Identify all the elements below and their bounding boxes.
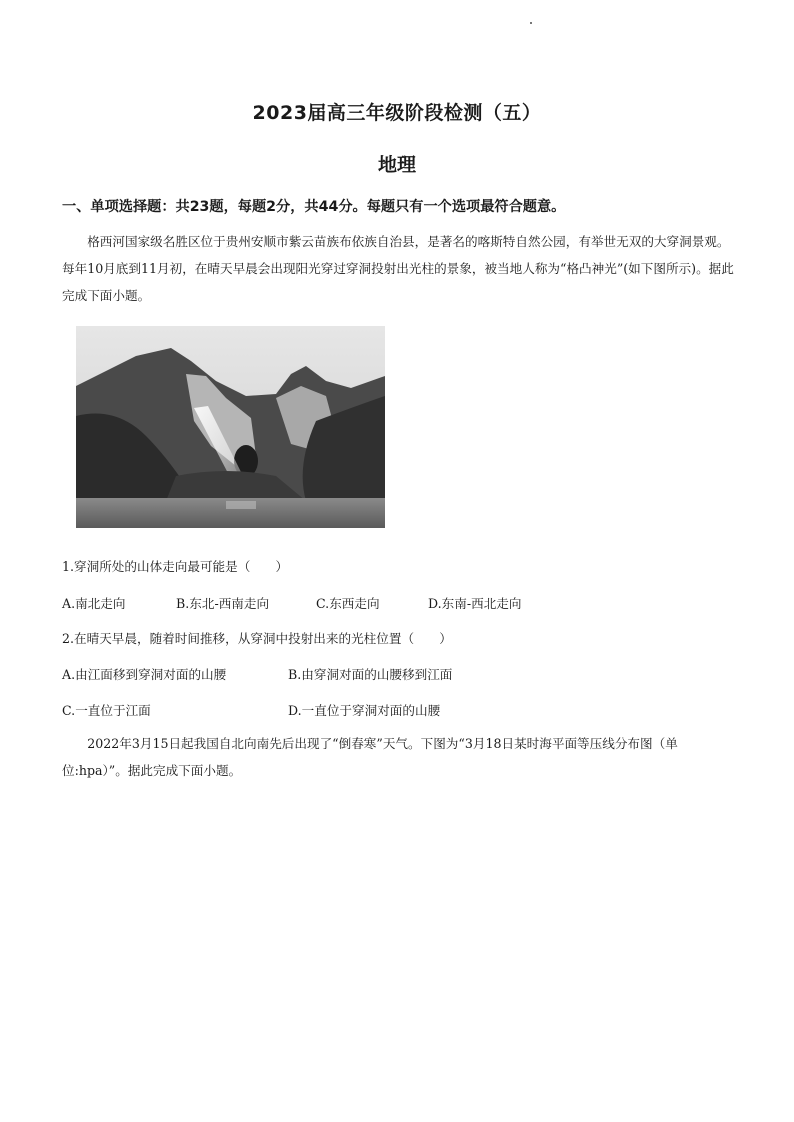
question-1-option-d[interactable]: D.东南-西北走向 [428, 596, 522, 611]
subject-title: 地理 [377, 154, 416, 176]
question-1-option-b[interactable]: B.东北-西南走向 [176, 596, 270, 611]
question-1-option-c[interactable]: C.东西走向 [316, 596, 380, 611]
question-2-option-b[interactable]: B.由穿洞对面的山腰移到江面 [288, 667, 453, 682]
question-1-stem: 1.穿洞所处的山体走向最可能是（ ） [62, 559, 289, 574]
scan-speck [530, 22, 532, 24]
question-2-option-a[interactable]: A.由江面移到穿洞对面的山腰 [62, 667, 227, 682]
karst-cave-photo [76, 326, 385, 528]
passage-cold-spring: 2022年3月15日起我国自北向南先后出现了“倒春寒”天气。下图为“3月18日某时海平面等压线分布图（单位:hpa）”。据此完成下面小题。 [62, 736, 678, 778]
exam-title: 2023届高三年级阶段检测（五） [252, 102, 542, 124]
question-2-option-c[interactable]: C.一直位于江面 [62, 703, 151, 718]
section-heading: 一、单项选择题：共23题，每题2分，共44分。每题只有一个选项最符合题意。 [62, 199, 566, 215]
passage-gexi-river: 格西河国家级名胜区位于贵州安顺市紫云苗族布依族自治县，是著名的喀斯特自然公园，有举世无双的大穿洞景观。每年10月底到11月初，在晴天早晨会出现阳光穿过穿洞投射出光柱的景象，被当地人称为“格凸神光”(如下图所示)。据此完成下面小题。 [62, 234, 734, 303]
question-2-stem: 2.在晴天早晨，随着时间推移，从穿洞中投射出来的光柱位置（ ） [62, 631, 452, 646]
question-2-option-d[interactable]: D.一直位于穿洞对面的山腰 [288, 703, 441, 718]
question-1-option-a[interactable]: A.南北走向 [62, 596, 126, 611]
